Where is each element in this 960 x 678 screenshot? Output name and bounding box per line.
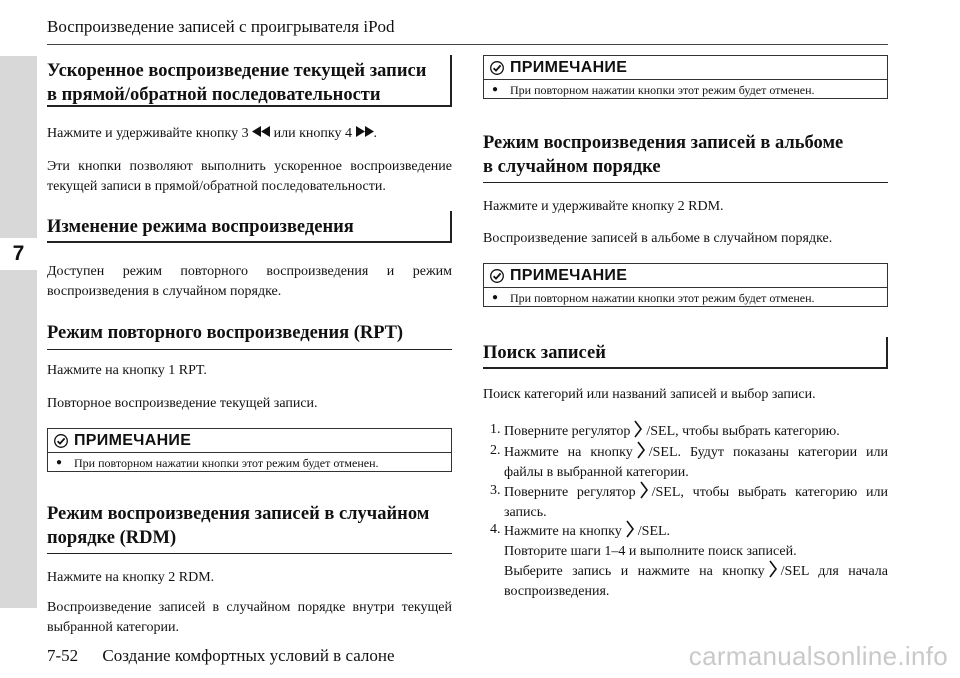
note-box-random	[483, 55, 888, 99]
random-mode-instruction: Нажмите на кнопку 2 RDM.	[47, 570, 215, 585]
fast-playback-instruction: Нажмите и удерживайте кнопку 3 или кнопку 4 .	[47, 126, 378, 141]
note-text: При повторном нажатии кнопки этот режим будет отменен.	[510, 83, 815, 97]
note-title: ПРИМЕЧАНИЕ	[510, 58, 628, 76]
track-search-intro: Поиск категорий или названий записей и выбор записи.	[483, 387, 816, 402]
note-pencil-icon	[54, 434, 68, 448]
playback-mode-description: Доступен режим повторного воспроизведения и режим воспроизведения в случайном порядке.	[47, 264, 452, 299]
repeat-mode-instruction: Нажмите на кнопку 1 RPT.	[47, 363, 207, 378]
step-4: 4. Нажмите на кнопку /SEL. Повторите шаги 1–4 и выполните поиск записей.	[490, 520, 888, 561]
album-random-description: Воспроизведение записей в альбоме в случайном порядке.	[483, 231, 833, 246]
heading-track-search: Поиск записей	[483, 337, 888, 369]
tune-knob-icon	[632, 420, 644, 438]
heading-fast-playback-line1: Ускоренное воспроизведение текущей записи	[47, 61, 427, 81]
step-2: 2. Нажмите на кнопку /SEL. Будут показаны категории или файлы в выбранной категории.	[490, 443, 889, 480]
fast-forward-icon	[356, 126, 374, 137]
tune-knob-icon	[638, 481, 650, 499]
note-title: ПРИМЕЧАНИЕ	[510, 266, 628, 284]
step-3: 3. Поверните регулятор /SEL, чтобы выбрать категорию или запись.	[490, 483, 888, 520]
chapter-tab: 7	[0, 238, 37, 270]
note-pencil-icon	[490, 61, 504, 75]
bullet-icon: ●	[56, 457, 63, 468]
step-4-repeat: Повторите шаги 1–4 и выполните поиск записей.	[504, 543, 797, 559]
note-pencil-icon	[490, 269, 504, 283]
bullet-icon: ●	[492, 292, 499, 303]
note-text: При повторном нажатии кнопки этот режим будет отменен.	[510, 291, 815, 305]
page-footer	[47, 646, 395, 666]
note-text: При повторном нажатии кнопки этот режим будет отменен.	[74, 456, 379, 470]
repeat-mode-description: Повторное воспроизведение текущей записи.	[47, 396, 318, 411]
footer-section: Создание комфортных условий в салоне	[102, 646, 395, 665]
heading-album-random: Режим воспроизведения записей в альбоме в случайном порядке	[483, 131, 888, 183]
note-title: ПРИМЕЧАНИЕ	[74, 431, 192, 449]
final-instruction: Выберите запись и нажмите на кнопку /SEL для начала воспроизведения.	[490, 560, 888, 601]
page-number: 7-52	[47, 646, 79, 665]
fast-playback-description: Эти кнопки позволяют выполнить ускоренное воспроизведение текущей записи в прямой/обратной последовательности.	[47, 159, 452, 194]
note-box-repeat	[47, 428, 452, 472]
heading-fast-playback	[47, 55, 452, 107]
heading-playback-mode: Изменение режима воспроизведения	[47, 211, 452, 243]
note-box-album	[483, 263, 888, 307]
heading-random-mode: Режим воспроизведения записей в случайном порядке (RDM)	[47, 502, 452, 554]
album-random-instruction: Нажмите и удерживайте кнопку 2 RDM.	[483, 199, 724, 214]
heading-fast-playback-line2: в прямой/обратной последовательности	[47, 85, 381, 105]
tune-knob-icon	[635, 441, 647, 459]
bullet-icon: ●	[492, 84, 499, 95]
tune-knob-icon	[624, 520, 636, 538]
side-band	[0, 56, 37, 608]
watermark: carmanualsonline.info	[688, 641, 948, 671]
tune-knob-icon	[767, 560, 779, 578]
page-title: Воспроизведение записей с проигрывателя iPod	[47, 17, 395, 36]
random-mode-description: Воспроизведение записей в случайном порядке внутри текущей выбранной категории.	[47, 600, 452, 635]
rewind-icon	[252, 126, 270, 137]
header-rule	[47, 44, 888, 45]
step-1: 1. Поверните регулятор /SEL, чтобы выбрать категорию.	[490, 422, 840, 439]
heading-repeat-mode: Режим повторного воспроизведения (RPT)	[47, 321, 452, 350]
